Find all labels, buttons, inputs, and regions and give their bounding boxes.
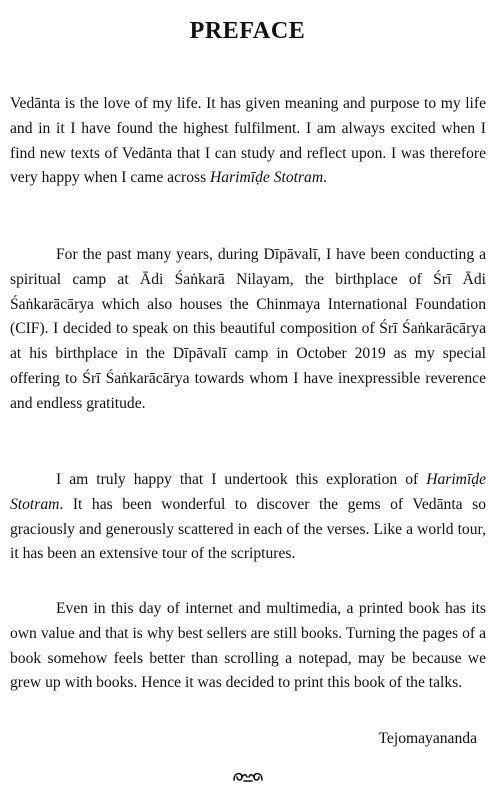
paragraph-1-italic-title: Harimīḍe Stotram <box>210 169 324 187</box>
paragraph-4 <box>10 597 486 696</box>
paragraph-3 <box>10 468 486 567</box>
flourish-svg <box>231 768 265 784</box>
paragraph-3-end: . It has been wonderful to discover the gems of Vedānta so graciously and generously scattered in each of the verses. Like a world tour, it has been an extensive tour of the scriptures. <box>10 495 486 563</box>
author-signature: Tejomayananda <box>378 730 477 747</box>
decorative-flourish-icon <box>0 768 495 789</box>
paragraph-1-text: Vedānta is the love of my life. It has given meaning and purpose to my life and in it I have found the highest fulfilment. I am always excited when I find new texts of Vedānta that I can study and reflect upon. I was therefore very happy when I came across <box>10 95 486 187</box>
paragraph-3-italic-title: Harimīḍe Stotram <box>10 471 486 513</box>
page-title: PREFACE <box>189 18 306 44</box>
paragraph-2-text: For the past many years, during Dīpāvalī, I have been conducting a spiritual camp at Ādi Śaṅkarā Nilayam, the birthplace of Śrī Ādi Śaṅkarācārya which also houses the Chinmaya International Foundation (CIF). I decided to speak on this beautiful composition of Śrī Śaṅkarācārya at his birthplace in the Dīpāvalī camp in October 2019 as my special offering to Śrī Śaṅkarācārya towards whom I have inexpressible reverence and endless gratitude. <box>10 246 486 412</box>
paragraph-1-end: . <box>323 169 328 187</box>
paragraph-4-text: Even in this day of internet and multimedia, a printed book has its own value and that is why best sellers are still books. Turning the pages of a book somehow feels better than scrolling a notepad, may be because we grew up with books. Hence it was decided to print this book of the talks. <box>10 600 486 692</box>
paragraph-1 <box>10 92 486 191</box>
paragraph-2 <box>10 243 486 417</box>
paragraph-3-text: I am truly happy that I undertook this exploration of <box>56 471 427 488</box>
